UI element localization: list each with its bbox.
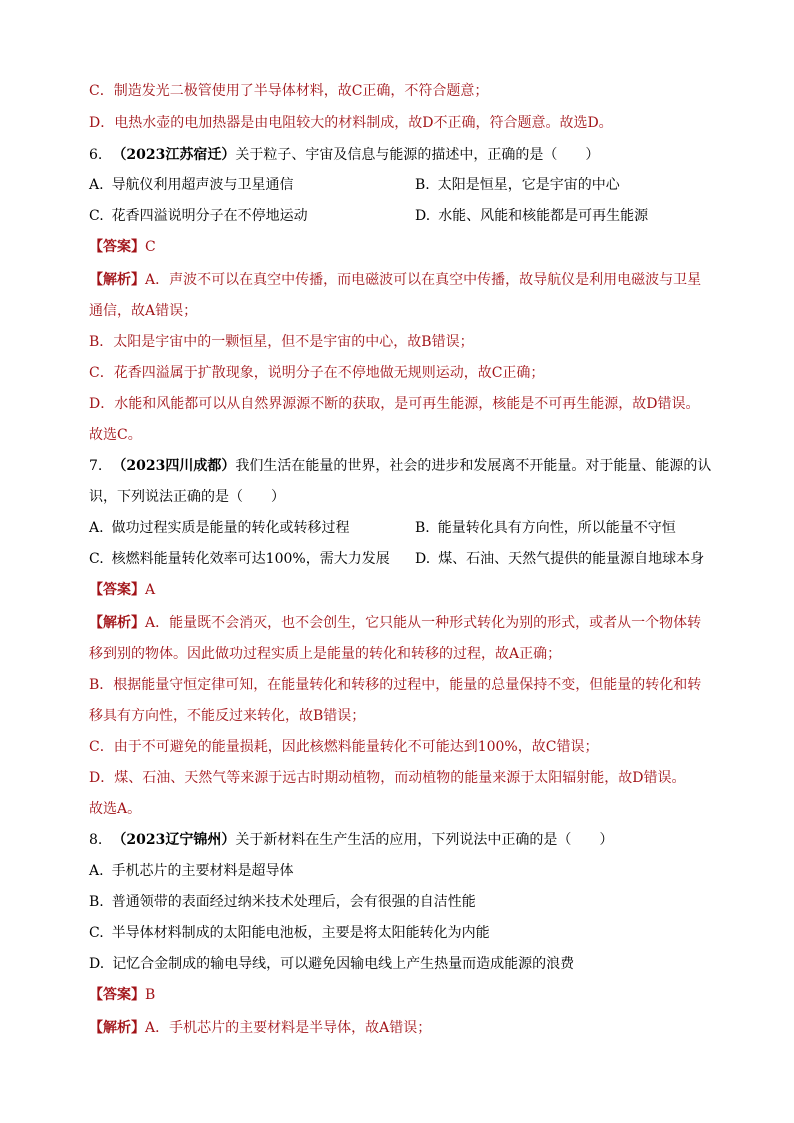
answer-tag: 【答案】 (89, 987, 145, 1003)
q7-analysis-line-2: 移到别的物体。因此做功过程实质上是能量的转化和转移的过程，故A正确； (89, 646, 562, 662)
analysis-tag: 【解析】 (89, 615, 145, 631)
q7-analysis-line-4: 移具有方向性，不能反过来转化，故B错误； (89, 708, 366, 724)
q7-analysis-line-5: C．由于不可避免的能量损耗，因此核燃料能量转化不可能达到100%，故C错误； (89, 739, 599, 755)
q7-answer (89, 581, 706, 599)
q7-analysis-line-1: 【解析】A．能量既不会消灭，也不会创生，它只能从一种形式转化为别的形式，或者从一个物体转 (89, 615, 702, 631)
q6-analysis-line-6: 故选C。 (89, 427, 142, 443)
analysis-tag: 【解析】 (89, 1020, 145, 1036)
answer-value: A (145, 582, 156, 598)
question-8-stem (89, 831, 706, 849)
q6-option-a: A. 导航仪利用超声波与卫星通信 (89, 177, 294, 193)
question-text: 关于粒子、宇宙及信息与能源的描述中，正确的是（ ） (235, 147, 600, 163)
q6-analysis-line-4: C．花香四溢属于扩散现象，说明分子在不停地做无规则运动，故C正确； (89, 365, 545, 381)
q7-analysis-line-7: 故选A。 (89, 801, 142, 817)
q8-analysis-line-1: 【解析】A．手机芯片的主要材料是半导体，故A错误； (89, 1020, 432, 1036)
question-7-stem-line-2: 识，下列说法正确的是（ ） (89, 489, 285, 505)
q6-analysis-line-3: B．太阳是宇宙中的一颗恒星，但不是宇宙的中心，故B错误； (89, 334, 474, 350)
q8-answer (89, 986, 706, 1004)
q6-option-d: D. 水能、风能和核能都是可再生能源 (415, 208, 649, 224)
q7-option-c: C. 核燃料能量转化效率可达100%，需大力发展 (89, 551, 390, 567)
q6-option-b: B. 太阳是恒星，它是宇宙的中心 (415, 177, 620, 193)
q7-analysis-line-3: B．根据能量守恒定律可知，在能量转化和转移的过程中，能量的总量保持不变，但能量的转化和转 (89, 677, 702, 693)
question-number: 7. (89, 458, 103, 474)
q8-option-b: B. 普通领带的表面经过纳米技术处理后，会有很强的自洁性能 (89, 894, 476, 910)
question-6-stem (89, 146, 706, 164)
q8-option-c: C. 半导体材料制成的太阳能电池板，主要是将太阳能转化为内能 (89, 925, 490, 941)
previous-analysis-d: D．电热水壶的电加热器是由电阻较大的材料制成，故D不正确，符合题意。故选D。 (89, 115, 613, 131)
q6-answer (89, 238, 706, 256)
answer-value: B (145, 987, 156, 1003)
q8-option-d: D. 记忆合金制成的输电导线，可以避免因输电线上产生热量而造成能源的浪费 (89, 956, 575, 972)
question-source: （2023江苏宿迁） (112, 147, 236, 163)
answer-tag: 【答案】 (89, 582, 145, 598)
q6-analysis-line-5: D．水能和风能都可以从自然界源源不断的获取，是可再生能源，核能是不可再生能源，故D错误。 (89, 396, 700, 412)
question-number: 8. (89, 832, 103, 848)
question-text: 我们生活在能量的世界，社会的进步和发展离不开能量。对于能量、能源的认 (235, 458, 712, 474)
question-number: 6. (89, 147, 103, 163)
q6-analysis-line-1: 【解析】A．声波不可以在真空中传播，而电磁波可以在真空中传播，故导航仪是利用电磁波与卫星 (89, 272, 702, 288)
q7-option-b: B. 能量转化具有方向性，所以能量不守恒 (415, 520, 676, 536)
q6-analysis-line-2: 通信，故A错误； (89, 303, 198, 319)
question-source: （2023四川成都） (112, 458, 236, 474)
question-text: 关于新材料在生产生活的应用，下列说法中正确的是（ ） (235, 832, 614, 848)
q8-option-a: A. 手机芯片的主要材料是超导体 (89, 863, 294, 879)
q7-option-a: A. 做功过程实质是能量的转化或转移过程 (89, 520, 350, 536)
question-7-stem-line-1 (89, 457, 712, 475)
answer-tag: 【答案】 (89, 239, 145, 255)
q7-analysis-line-6: D．煤、石油、天然气等来源于远古时期动植物，而动植物的能量来源于太阳辐射能，故D错误。 (89, 770, 686, 786)
analysis-tag: 【解析】 (89, 272, 145, 288)
q6-option-c: C. 花香四溢说明分子在不停地运动 (89, 208, 308, 224)
question-source: （2023辽宁锦州） (112, 832, 236, 848)
previous-analysis-c: C．制造发光二极管使用了半导体材料，故C正确，不符合题意； (89, 83, 489, 99)
q7-option-d: D. 煤、石油、天然气提供的能量源自地球本身 (415, 551, 705, 567)
answer-value: C (145, 239, 156, 255)
